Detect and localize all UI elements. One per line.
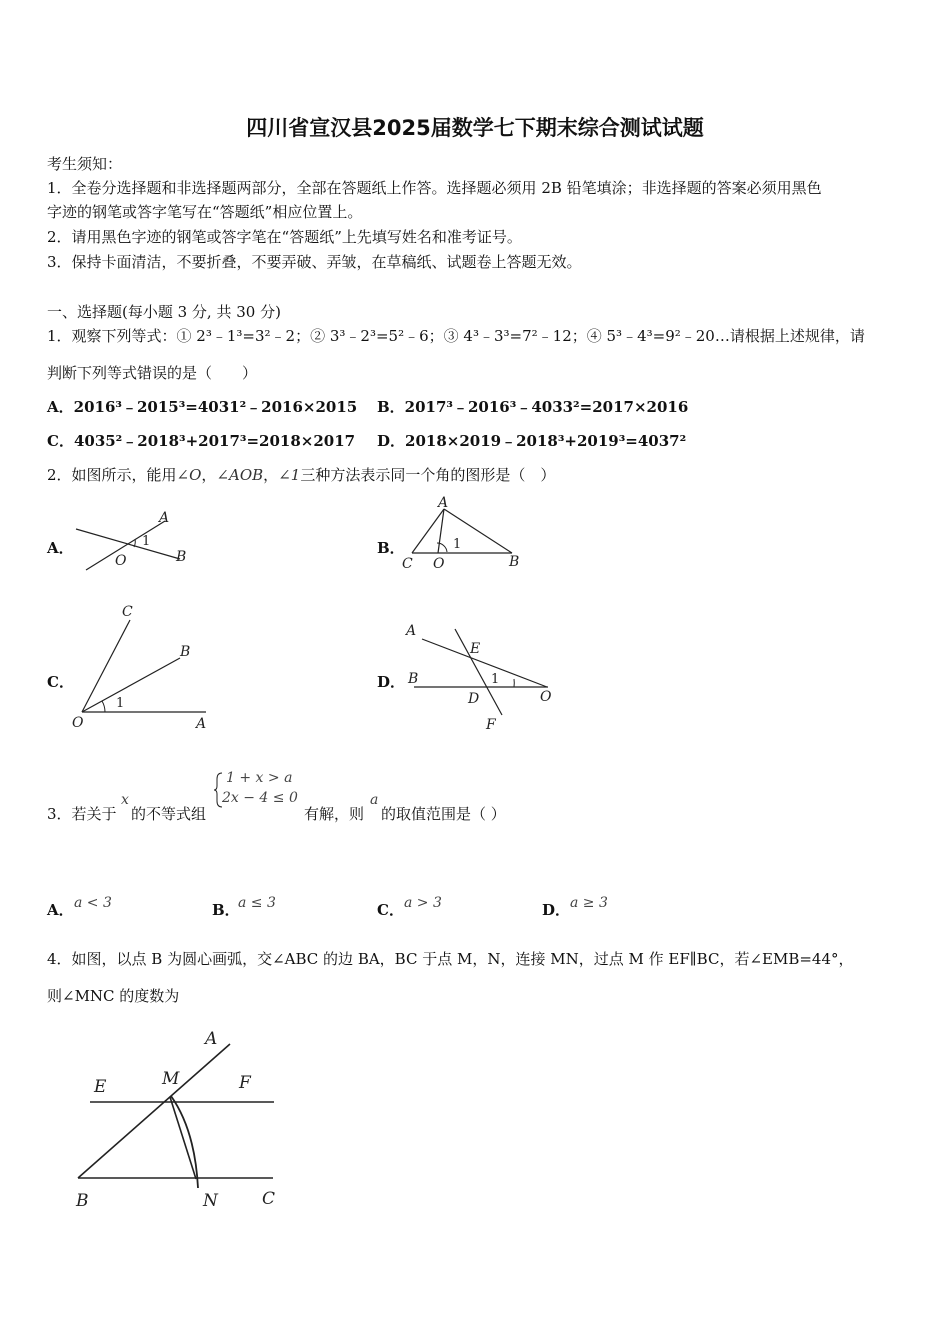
q2-stem-part2: 三种方法表示同一个角的图形是（ ） [300,466,556,484]
page-title: 四川省宣汉县2025届数学七下期末综合测试试题 [246,116,704,140]
fig-d-label-o: O [540,689,552,705]
fig-d-label-a: A [406,623,417,639]
q1-option-c: C．4035²﹣2018³+2017³=2018×2017 [47,432,356,450]
q2-label-c: C． [47,673,74,691]
fig-a-label-o: O [115,553,127,569]
figure-q2-a [70,505,200,577]
q3-stem-part1: 3．若关于 [47,805,117,823]
fig4-label-f: F [239,1073,251,1093]
q3-label-d: D． [542,901,571,919]
q3-var-x: x [121,792,129,808]
fig4-label-n: N [203,1191,218,1211]
q3-option-c: a > 3 [404,895,442,911]
notice-line-1b: 字迹的钢笔或答字笔写在“答题纸”相应位置上。 [47,203,363,221]
q2-angle-1: ∠1 [278,466,301,484]
fig4-label-c: C [262,1189,276,1209]
q2-label-d: D． [377,673,406,691]
fig-a-label-a: A [159,510,170,526]
q3-label-c: C． [377,901,404,919]
q3-system-line1: 1 + x > a [226,770,293,786]
q3-system-line2: 2x − 4 ≤ 0 [222,790,298,806]
q4-stem-line1: 4．如图，以点 B 为圆心画弧，交∠ABC 的边 BA，BC 于点 M，N，连接 MN，过点 M 作 EF∥BC，若∠EMB=44°， [47,950,854,968]
fig-d-label-b: B [408,671,419,687]
q2-sep1: ， [201,466,217,484]
q2-label-a: A． [47,539,74,557]
q4-stem-line2: 则∠MNC 的度数为 [47,987,180,1005]
q2-angle-aob: ∠AOB [216,466,264,484]
q1-option-d: D．2018×2019﹣2018³+2019³=4037² [377,432,687,450]
q3-option-a: a < 3 [74,895,112,911]
fig-b-label-b: B [509,554,520,570]
fig-a-label-b: B [176,549,187,565]
q3-label-a: A． [47,901,74,919]
fig4-label-e: E [94,1077,107,1097]
q3-var-a: a [370,792,379,808]
section-heading: 一、选择题(每小题 3 分, 共 30 分) [47,303,281,321]
notice-line-3: 3．保持卡面清洁，不要折叠，不要弄破、弄皱，在草稿纸、试题卷上答题无效。 [47,253,582,271]
q1-option-a: A．2016³﹣2015³=4031²﹣2016×2015 [47,398,358,416]
fig-c-label-b: B [180,644,191,660]
fig-b-label-a: A [438,495,449,511]
notice-heading: 考生须知： [47,155,123,173]
q1-stem-line2: 判断下列等式错误的是（ ） [47,364,258,382]
q2-stem-part1: 2．如图所示，能用 [47,466,177,484]
q1-option-b: B．2017³﹣2016³﹣4033²=2017×2016 [377,398,689,416]
fig-c-label-a: A [196,716,207,732]
fig-d-label-d: D [468,691,480,707]
fig-c-label-1: 1 [116,696,125,711]
fig-a-label-1: 1 [142,534,151,549]
fig-c-label-c: C [122,604,133,620]
figure-q2-c [68,600,218,735]
fig-b-label-o: O [433,556,445,572]
figure-q2-b [398,495,528,573]
q3-stem-part4: 的取值范围是（ ） [381,805,506,823]
figure-q2-d [400,617,565,735]
q2-sep2: ， [263,466,279,484]
notice-line-2: 2．请用黑色字迹的钢笔或答字笔在“答题纸”上先填写姓名和准考证号。 [47,228,522,246]
q2-label-b: B． [377,539,405,557]
q3-option-b: a ≤ 3 [238,895,276,911]
q3-option-d: a ≥ 3 [570,895,608,911]
q2-stem [47,464,555,486]
q3-label-b: B． [212,901,240,919]
q3-inequality-system [214,767,300,811]
fig4-label-a: A [205,1029,218,1049]
figure-q4 [68,1022,298,1218]
fig4-label-m: M [162,1069,180,1089]
q3-stem-part2: 的不等式组 [131,805,207,823]
q3-stem-part3: 有解，则 [304,805,365,823]
fig-b-label-c: C [402,556,413,572]
fig-d-label-e: E [470,641,481,657]
q2-angle-o: ∠O [176,466,202,484]
fig-d-label-1: 1 [491,672,500,687]
q1-stem-line1: 1．观察下列等式：① 2³﹣1³=3²﹣2；② 3³﹣2³=5²﹣6；③ 4³﹣3³=7²﹣12；④ 5³﹣4³=9²﹣20…请根据上述规律，请 [47,327,865,345]
notice-line-1a: 1．全卷分选择题和非选择题两部分，全部在答题纸上作答。选择题必须用 2B 铅笔填涂；非选择题的答案必须用黑色 [47,179,822,197]
fig-d-label-f: F [486,717,496,733]
fig-c-label-o: O [72,715,84,731]
fig4-label-b: B [76,1191,89,1211]
fig-b-label-1: 1 [453,537,462,552]
